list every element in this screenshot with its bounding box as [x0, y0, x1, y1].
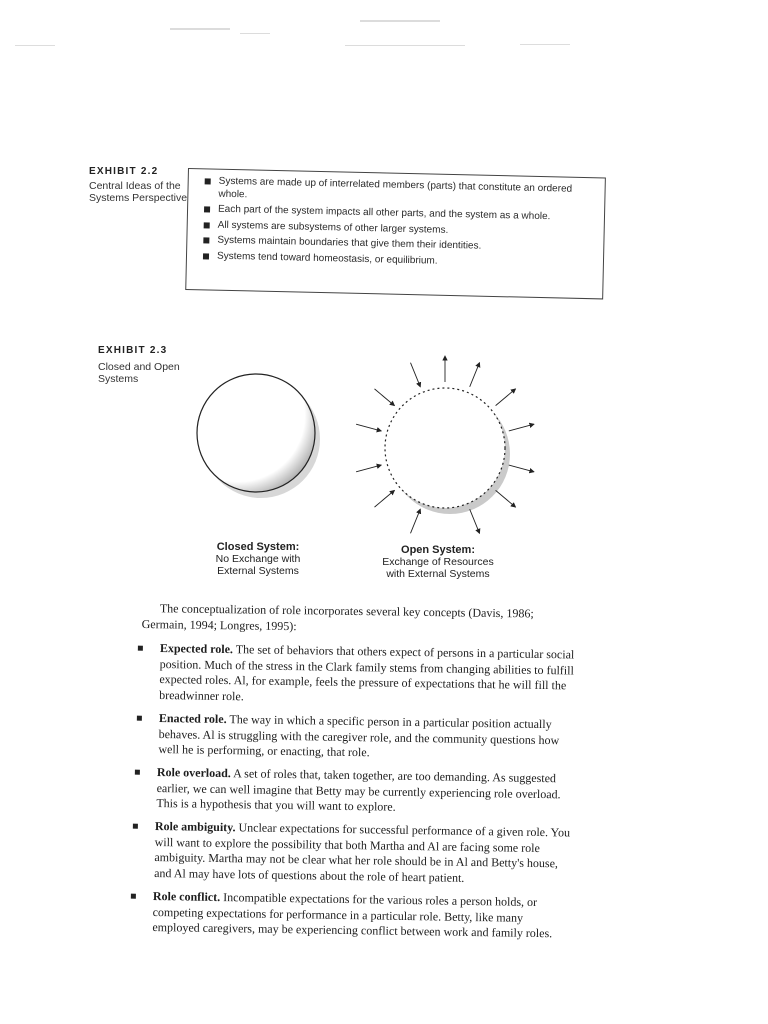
closed-system-title: Closed System: — [216, 541, 300, 553]
role-term: Role overload. — [156, 765, 231, 781]
role-term: Enacted role. — [158, 711, 227, 727]
exhibit-2-2-label: EXHIBIT 2.2 — [89, 166, 159, 177]
square-bullet-icon — [204, 222, 210, 228]
caption-line: Closed and Open — [98, 361, 180, 373]
exchange-arrow — [375, 389, 395, 406]
open-system-title: Open System: — [401, 544, 475, 556]
role-definition: The way in which a specific person in a particular position actually behaves. Al is struggling with the caregiver role, and the community questions how well he is performing, or enacting, that role. — [158, 712, 560, 760]
closed-system-description: External Systems — [217, 565, 299, 577]
role-term: Expected role. — [159, 641, 234, 657]
exchange-arrow — [509, 465, 534, 472]
central-ideas-list — [187, 169, 605, 271]
open-system-description: with External Systems — [386, 568, 490, 580]
square-bullet-icon — [203, 237, 209, 243]
role-concept-ambiguity — [154, 819, 575, 888]
role-definition: Unclear expectations for successful performance of a given role. You will want to explore the possibility that both Martha and Al are facing some role ambiguity. Martha may not be clear what her role should be in Al and Betty's house, and Al may have lots of questions about the role of heart patient. — [154, 820, 571, 885]
intro-paragraph: The conceptualization of role incorporates several key concepts (Davis, 1986; Germain, 1994; Longres, 1995): — [141, 601, 534, 633]
idea-text: All systems are subsystems of other larger systems. — [217, 219, 449, 236]
square-bullet-icon — [137, 716, 142, 721]
scan-noise — [0, 0, 768, 60]
square-bullet-icon — [205, 178, 211, 184]
caption-line: Systems — [98, 373, 139, 385]
idea-text: Each part of the system impacts all other parts, and the system as a whole. — [217, 203, 551, 223]
exhibit-2-3-caption — [98, 361, 180, 385]
caption-line: Systems Perspective — [89, 192, 188, 204]
role-term: Role ambiguity. — [154, 819, 236, 835]
square-bullet-icon — [131, 894, 136, 899]
open-system-circle — [385, 388, 510, 514]
role-definition: A set of roles that, taken together, are too demanding. As suggested earlier, we can well imagine that Betty may be currently experiencing role overload. This is a hypothesis that you will want to explore. — [156, 766, 561, 814]
idea-text: Systems tend toward homeostasis, or equilibrium. — [216, 250, 438, 267]
exchange-arrow — [470, 363, 480, 387]
role-concept-enacted — [158, 711, 579, 764]
idea-text: Systems are made up of interrelated members (parts) that constitute an ordered whole. — [218, 175, 573, 200]
role-definition: The set of behaviors that others expect of persons in a particular social position. Much of the stress in the Clark family stems from changing abilities to fulfill expected roles. Al, for example, feels the pressure of expectations that he will fill the breadwinner role. — [159, 642, 575, 703]
exchange-arrow — [375, 490, 395, 507]
exchange-arrow — [356, 424, 381, 431]
closed-system-caption — [198, 541, 318, 577]
exchange-arrow — [411, 363, 421, 387]
role-term: Role conflict. — [152, 889, 221, 905]
caption-line: Central Ideas of the — [89, 180, 181, 192]
open-system-caption — [373, 544, 503, 580]
role-definition: Incompatible expectations for the various roles a person holds, or competing expectations for performance in a particular role. Betty, like many employed caregivers, may be experiencing conflict between work and family roles. — [152, 890, 553, 941]
exhibit-2-2-caption — [89, 180, 187, 204]
exhibit-2-3-label: EXHIBIT 2.3 — [98, 345, 168, 356]
role-concept-overload — [156, 765, 577, 818]
exchange-arrow — [496, 490, 516, 507]
exchange-arrow — [411, 509, 421, 533]
exchange-arrow — [509, 424, 534, 431]
square-bullet-icon — [138, 646, 143, 651]
open-system-description: Exchange of Resources — [382, 556, 494, 568]
closed-system-circle — [197, 374, 320, 498]
closed-system-description: No Exchange with — [215, 553, 301, 565]
central-ideas-box — [185, 168, 606, 299]
exchange-arrow — [496, 389, 516, 406]
role-concept-expected — [159, 641, 580, 710]
square-bullet-icon — [135, 770, 140, 775]
square-bullet-icon — [204, 206, 210, 212]
exchange-arrow — [356, 465, 381, 472]
square-bullet-icon — [203, 253, 209, 259]
idea-text: Systems maintain boundaries that give them their identities. — [217, 234, 482, 252]
closed-open-systems-diagram — [195, 345, 545, 535]
exchange-arrow — [470, 509, 480, 533]
square-bullet-icon — [133, 824, 138, 829]
role-concept-conflict — [152, 889, 573, 942]
